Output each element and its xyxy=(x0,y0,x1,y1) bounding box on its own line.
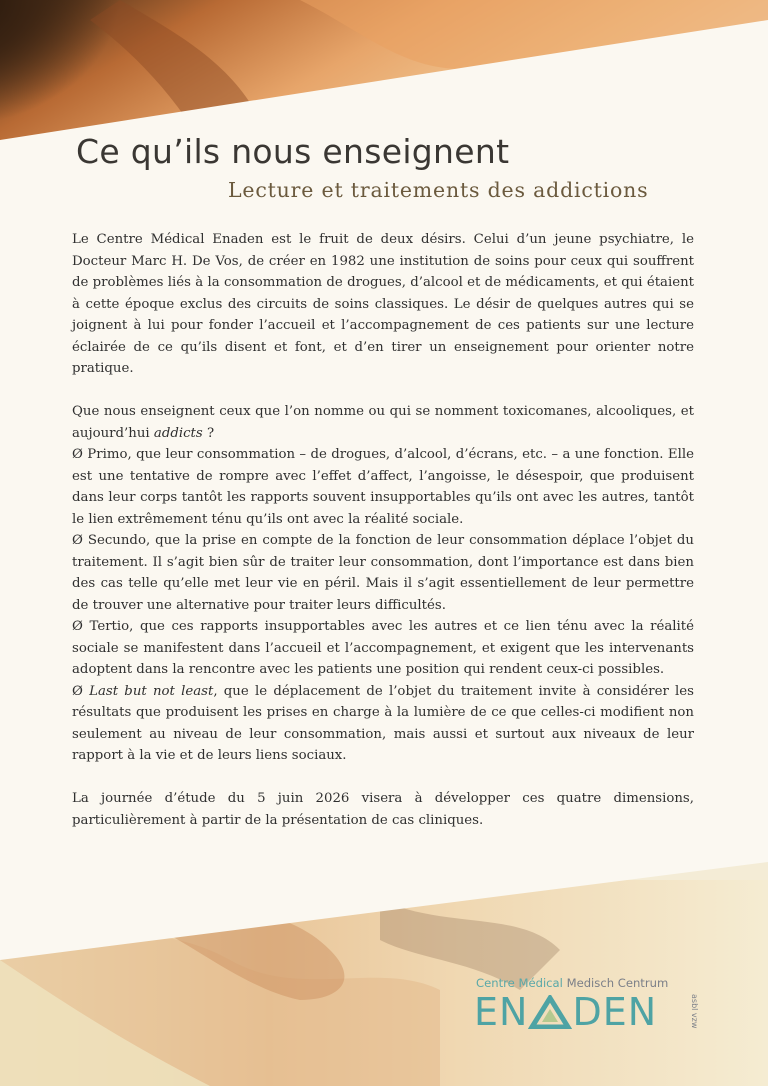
logo-wordmark-left: EN xyxy=(474,990,529,1034)
logo-caption-fr: Centre Médical xyxy=(476,976,567,990)
closing-paragraph: La journée d’étude du 5 juin 2026 visera à développer ces quatre dimensions, particulièrement à partir de la présentation de cas cliniques. xyxy=(72,791,694,828)
bullet-marker: Ø xyxy=(72,683,90,699)
logo-wordmark-right: DEN xyxy=(572,990,658,1034)
bullet-secundo: Ø Secundo, que la prise en compte de la fonction de leur consommation déplace l’objet du traitement. Il s’agit bien sûr de traiter leur consommation, dont l’importance est dans bien des cas telle qu’elle met leur vie en péril. Mais il s’agit essentiellement de leur permettre de trouver une alternative pour traiter leurs difficultés. xyxy=(72,533,694,613)
logo-caption-nl: Medisch Centrum xyxy=(566,976,669,990)
bullet-tertio: Ø Tertio, que ces rapports insupportables avec les autres et ce lien ténu avec la réalité sociale se manifestent dans l’accueil et l’accompagnement, et exigent que les intervenants adoptent dans la rencontre avec les patients une position qui rendent ceux-ci possibles. xyxy=(72,619,694,677)
intro-paragraph: Le Centre Médical Enaden est le fruit de deux désirs. Celui d’un jeune psychiatre, le Docteur Marc H. De Vos, de créer en 1982 une institution de soins pour ceux qui souffrent de problèmes liés à la consommation de drogues, d’alcool et de médicaments, et qui étaient à cette époque exclus des circuits de soins classiques. Le désir de quelques autres qui se joignent à lui pour fonder l’accueil et l’accompagnement de ces patients sur une lecture éclairée de ce qu’ils disent et font, et d’en tirer un enseignement pour orienter notre pratique. xyxy=(72,232,694,376)
bullet-last-text: , que le déplacement de l’objet du traitement invite à considérer les résultats que produisent les prises en charge à la lumière de ce que celles-ci modifient non seulement au niveau de leur consommation, mais aussi et surtout aux niveaux de leur rapport à la vie et de leurs liens sociaux. xyxy=(72,683,694,763)
page-title: Ce qu’ils nous enseignent xyxy=(76,132,510,171)
page-subtitle: Lecture et traitements des addictions xyxy=(228,178,649,202)
bullet-last xyxy=(72,681,694,767)
question-text: Que nous enseignent ceux que l’on nomme ou qui se nomment toxicomanes, alcooliques, et aujourd’hui xyxy=(72,404,694,441)
question-paragraph xyxy=(72,401,694,444)
article-body xyxy=(72,229,694,831)
logo-triangle-icon xyxy=(528,995,572,1029)
logo-asbl: asbl vzw xyxy=(690,994,699,1029)
bullet-primo: Ø Primo, que leur consommation – de drogues, d’alcool, d’écrans, etc. – a une fonction. Elle est une tentative de rompre avec l’effet d’affect, l’angoisse, le désespoir, que produisent dans leur corps tantôt les rapports souvent insupportables qu’ils ont avec les autres, tantôt le lien extrêmement ténu qu’ils ont avec la réalité sociale. xyxy=(72,447,694,527)
logo-wordmark xyxy=(474,990,657,1034)
question-end: ? xyxy=(202,425,215,441)
addicts-term: addicts xyxy=(153,425,203,441)
enaden-logo xyxy=(476,976,706,1046)
last-but-not-least: Last but not least xyxy=(89,683,214,699)
logo-caption xyxy=(476,976,668,990)
